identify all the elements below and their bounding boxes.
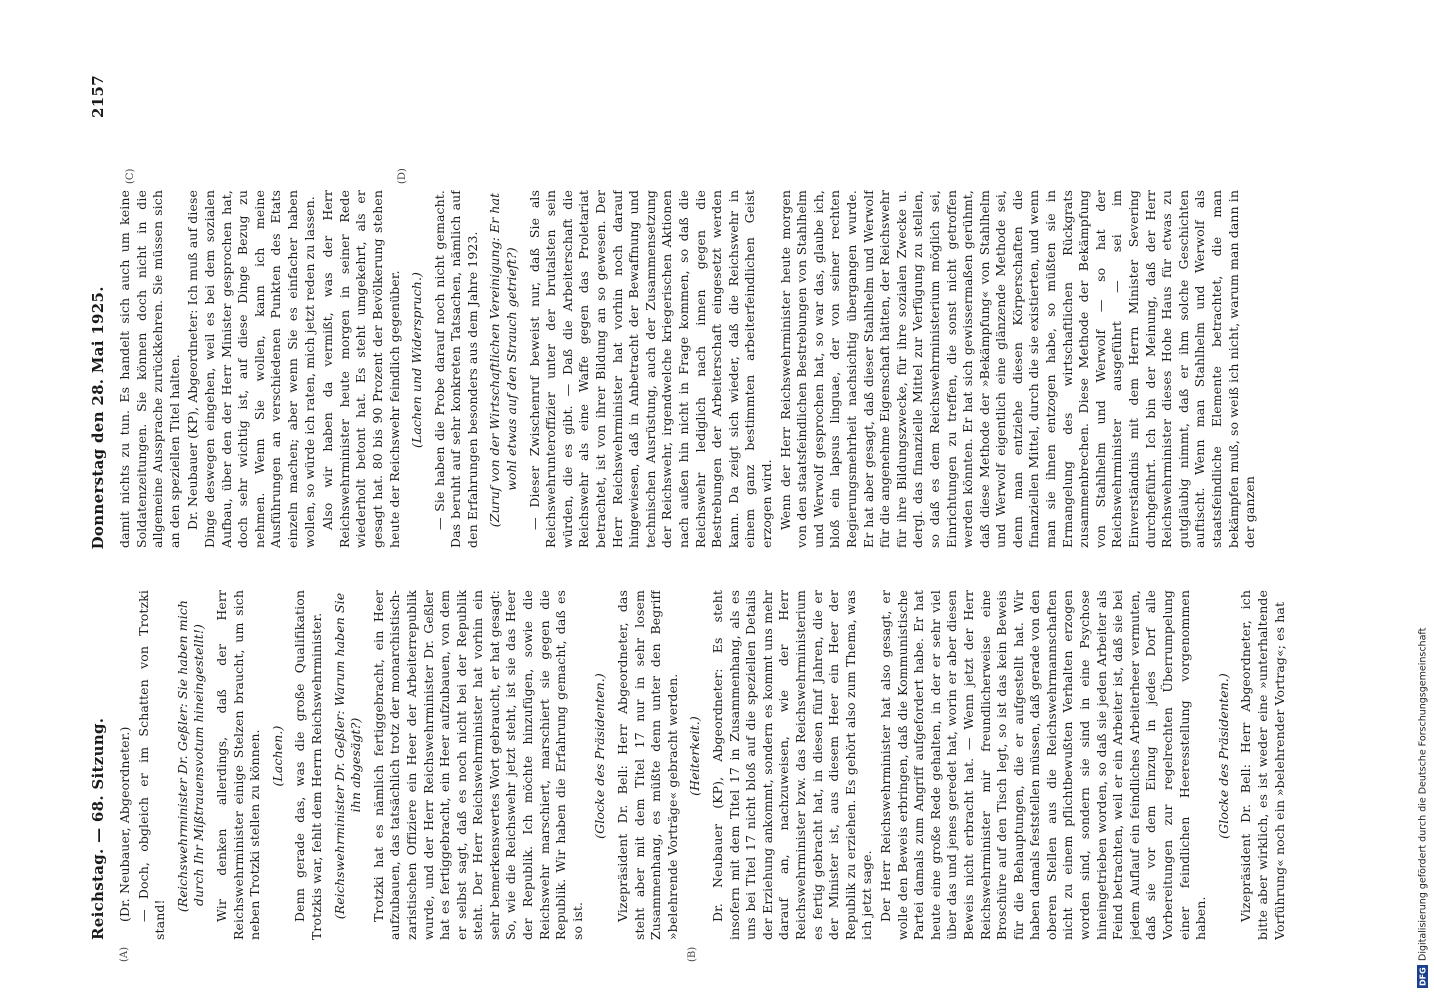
reaction: (Lachen.) — [269, 725, 285, 787]
paragraph: damit nichts zu tun. Es handelt sich auch um keine Soldatenzeitungen. Sie können doch nicht in die allgemeine Aussprache zurückkehren. Sie müssen sich an den speziellen Titel halten. — [117, 190, 182, 548]
funding-text: Digitalisierung gefördert durch die Deutsche Forschungsgemeinschaft — [1417, 628, 1429, 962]
page-header — [77, 75, 107, 940]
paragraph: Wir denken allerdings, daß der Herr Reichswehrminister einige Stelzen braucht, um sich neben Trotzki stellen zu können. — [213, 590, 263, 940]
paragraph: Also wir haben da vermißt, was der Herr Reichswehrminister heute morgen in seiner Rede wiederholt betont hat. Es steht umgekehrt, als er gesagt hat. 80 bis 90 Prozent der Bevölkerung stehen heute der Reichswehr feindlich gegenüber. — [320, 190, 402, 548]
paragraph: Dr. Neubauer (KP), Abgeordneter: Ich muß auf diese Dinge deswegen eingehen, weil es bei dem sozialen Aufbau, über den der Herr Minister gesprochen hat, doch sehr wichtig ist, auf diese Dinge Bezug zu nehmen. Wenn Sie wollen, kann ich meine Ausführungen an verschiedenen Punkten des Etats einzeln machen; aber wenn Sie es einfacher haben wollen, so würde ich raten, mich jetzt reden zu lassen. — [185, 190, 317, 548]
paragraph: — Sie haben die Probe darauf noch nicht gemacht. Das beruht auf sehr konkreten Tatsachen, nämlich auf den Erfahrungen besonders aus dem Jahre 1923. — [431, 190, 480, 548]
paragraph: Vizepräsident Dr. Bell: Herr Abgeordneter, das steht aber mit dem Titel 17 nur in sehr losem Zusammenhang, es müßte denn unter den Begriff »belehrende Vorträge« gebracht werden. — [615, 590, 680, 940]
interjection: (Reichswehrminister Dr. Geßler: Sie haben mich durch Ihr Mißtrauensvotum hineingestellt!) — [174, 599, 207, 913]
margin-mark-a: (A) — [119, 946, 130, 962]
reaction: (Lachen und Widerspruch.) — [409, 271, 425, 449]
interjection: (Reichswehrminister Dr. Geßler: Warum haben Sie ihn abgesägt?) — [331, 592, 364, 920]
paragraph: — Dieser Zwischenruf beweist nur, daß Sie als Reichswehrunteroffizier unter der brutalsten sein würden, die es gibt. — Daß die Arbeiterschaft die Reichswehr als eine Waffe gegen das Proletariat betrachtet, ist von ihrer Bildung an so gewesen. Der Herr Reichswehrminister hat vorhin noch darauf hingewiesen, daß in Anbetracht der Bewaffnung und technischen Ausrüstung, auch der Zusammensetzung der Reichswehr, irgendwelche kriegerischen Aktionen nach außen hin nicht in Frage kommen, so daß die Reichswehr lediglich nach innen gegen die Bestrebungen der Arbeiterschaft eingesetzt werden kann. Da zeigt sich wieder, daß die Reichswehr in einem ganz bestimmten arbeiterfeindlichen Geist erzogen wird. — [526, 190, 774, 548]
reaction: (Glocke des Präsidenten.) — [592, 673, 608, 839]
interjection: (Zuruf von der Wirtschaftlichen Vereinigung: Er hat wohl etwas auf den Strauch getrieft?) — [487, 192, 520, 528]
paragraph: Wenn der Herr Reichswehrminister heute morgen von den staatsfeindlichen Bestrebungen von Stahlhelm und Werwolf gesprochen hat, so war das, glaube ich, bloß ein lapsus linguae, der von seiner rechten Regierungsmehrheit nachsichtig übergangen wurde. Er hat aber gesagt, daß dieser Stahlhelm und Werwolf für die angenehme Eigenschaft hätten, der Reichswehr für ihre Bildungszwecke, für ihre sozialen Zwecke u. dergl. das finanzielle Mittel zur Verfügung zu stellen, so daß es dem Reichswehrministerium möglich sei, Einrichtungen zu treffen, die sonst nicht getroffen werden könnten. Er hat sich gewissermaßen gerühmt, daß diese Methode der »Bekämpfung« von Stahlhelm und Werwolf eigentlich eine glänzende Methode sei, denn man entziehe diesen Körperschaften die finanziellen Mittel, durch die sie existierten, und wenn man sie ihnen entzogen habe, so müßten sie in Ermangelung des wirtschaftlichen Rückgrats zusammenbrechen. Diese Methode der Bekämpfung von Stahlhelm und Werwolf — so hat der Reichswehrminister ausgeführt — sei im Einverständnis mit dem Herrn Minister Severing durchgeführt. Ich bin der Meinung, daß der Herr Reichswehrminister dieses Hohe Haus für etwas zu gutgläubig nimmt, daß er ihm solche Geschichten auftischt. Wenn man Stahlhelm und Werwolf als staatsfeindliche Elemente betrachtet, die man bekämpfen muß, so weiß ich nicht, warum man dann in der ganzen — [777, 190, 1258, 548]
paragraph: Der Herr Reichswehrminister hat also gesagt, er wolle den Beweis erbringen, daß die Kommunistische Partei damals zum Angriff aufgefordert habe. Er hat heute eine große Rede gehalten, in der er sehr viel über das und jenes geredet hat, worin er aber diesen Beweis nicht erbracht hat. — Wenn jetzt der Herr Reichswehrminister mir freundlicherweise eine Broschüre auf den Tisch legt, so ist das kein Beweis für die Behauptungen, die er aufgestellt hat. Wir haben damals feststellen müssen, daß gerade von den oberen Stellen aus die Reichswehrmannschaften nicht zu einem pflichtbewußten Verhalten erzogen worden sind, sondern sie sind in eine Psychose hineingetrieben worden, so daß sie jeden Arbeiter als Feind betrachten, weil er ein Arbeiter ist, daß sie bei jedem Auflauf ein feindliches Arbeiterheer vermuten, daß sie vor dem Einzug in jedes Dorf alle Vorbereitungen zur regelrechten Überrumpelung einer feindlichen Heeresstellung vorgenommen haben. — [877, 590, 1209, 940]
margin-mark-b: (B) — [687, 946, 698, 962]
header-date: Donnerstag den 28. Mai 1925. — [89, 286, 107, 550]
margin-mark-c: (C) — [125, 168, 136, 184]
dfg-logo: DFG — [1418, 967, 1428, 986]
speaker-continuation: (Dr. Neubauer, Abgeordneter.) — [117, 726, 132, 922]
reaction: (Glocke des Präsidenten.) — [1215, 673, 1231, 839]
paragraph: Vizepräsident Dr. Bell: Herr Abgeordneter, ich bitte aber wirklich, es ist weder eine »unterhaltende Vorführung« noch ein »belehrender Vortrag«; es hat — [1238, 590, 1287, 940]
paragraph: Denn gerade das, was die große Qualifikation Trotzkis war, fehlt dem Herrn Reichswehrminister. — [292, 590, 324, 940]
dfg-funding-label — [1416, 12, 1430, 988]
paragraph: — Doch, obgleich er im Schatten von Trotzki stand! — [135, 590, 168, 940]
reaction: (Heiterkeit.) — [687, 716, 703, 796]
page-number: 2157 — [89, 75, 107, 118]
header-session: Reichstag. — 68. Sitzung. — [89, 717, 107, 940]
right-column — [117, 190, 1312, 548]
document-page — [77, 75, 1317, 962]
paragraph: Dr. Neubauer (KP), Abgeordneter: Es steht insofern mit dem Titel 17 in Zusammenhang, als es uns bei Titel 17 nicht bloß auf die speziellen Details der Erziehung ankommt, sondern es kommt uns mehr darauf an, nachzuweisen, wie der Herr Reichswehrminister bzw. das Reichswehrministerium es fertig gebracht hat, in diesen fünf Jahren, die er der Minister ist, aus diesem Heer ein Heer der Republik zu erziehen. Es gehört also zum Thema, was ich jetzt sage. — [710, 590, 875, 940]
left-column — [117, 590, 1312, 940]
paragraph: Trotzki hat es nämlich fertiggebracht, ein Heer aufzubauen, das tatsächlich trotz der monarchistisch-zaristischen Offiziere ein Heer der Arbeiterrepublik wurde, und der Herr Reichswehrminister Dr. Geßler hat es fertiggebracht, ein Heer aufzubauen, von dem er selbst sagt, daß es noch nicht bei der Republik steht. Der Herr Reichswehrminister hat vorhin ein sehr bemerkenswertes Wort gebraucht, er hat gesagt: So, wie die Reichswehr jetzt steht, ist sie das Heer der Republik. Ich möchte hinzufügen, sowie die Reichswehr marschiert, marschiert sie gegen die Republik. Wir haben die Erfahrung gemacht, daß es so ist. — [370, 590, 585, 940]
margin-mark-d: (D) — [397, 168, 408, 184]
